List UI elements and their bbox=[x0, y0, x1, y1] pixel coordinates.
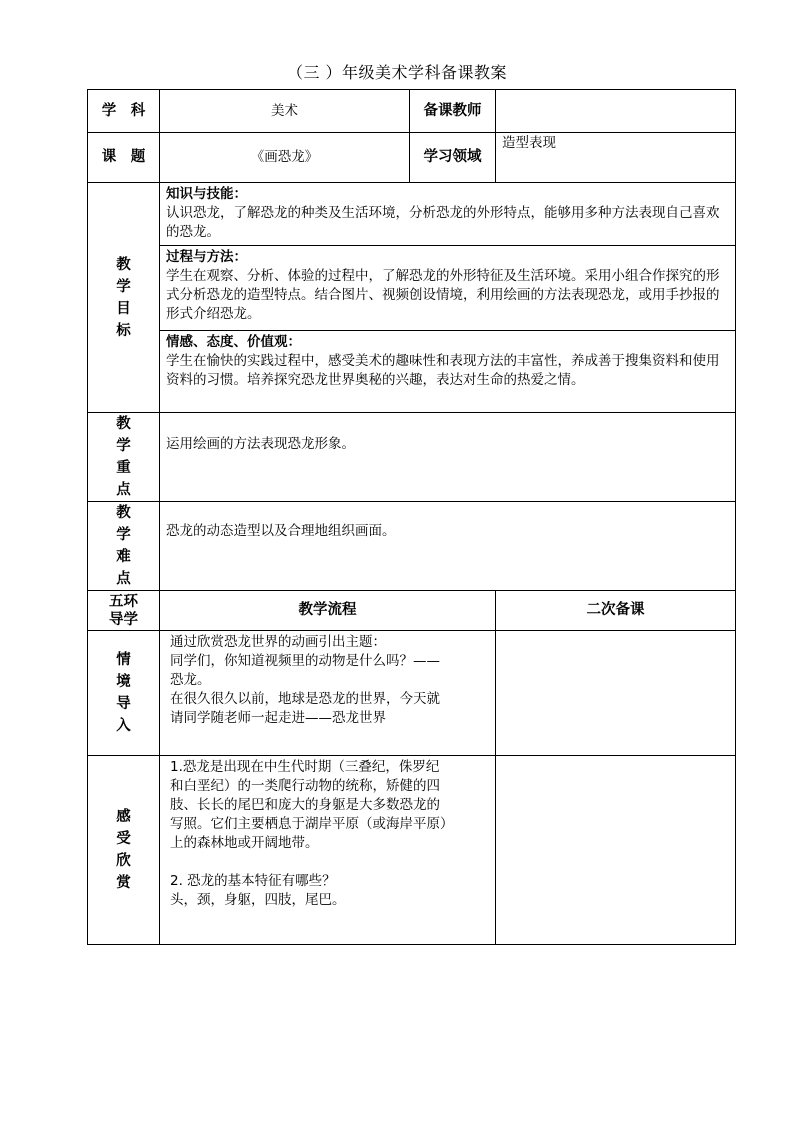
flow-header-row bbox=[88, 591, 736, 631]
situation-content bbox=[160, 631, 496, 756]
process-cell bbox=[160, 246, 736, 331]
appreciation-line: 上的森林地或开阔地带。 bbox=[170, 835, 319, 851]
teacher-label: 备课教师 bbox=[410, 90, 496, 133]
difficulty-label: 教 学 难 点 bbox=[88, 502, 160, 591]
page-title: （三 ）年级美术学科备课教案 bbox=[286, 63, 508, 82]
emotion-cell bbox=[160, 331, 736, 413]
subject-row bbox=[88, 90, 736, 133]
appreciation-line: 2. 恐龙的基本特征有哪些？ bbox=[170, 873, 336, 889]
situation-line: 请同学随老师一起走进——恐龙世界 bbox=[170, 710, 386, 726]
difficulty-row bbox=[88, 502, 736, 591]
appreciation-line: 头，颈，身躯，四肢，尾巴。 bbox=[170, 892, 346, 908]
appreciation-line: 1.恐龙是出现在中生代时期（三叠纪，侏罗纪 bbox=[170, 759, 440, 775]
situation-label: 情 境 导 入 bbox=[88, 631, 160, 756]
subject-value: 美术 bbox=[160, 90, 410, 133]
objective-emotion-row bbox=[88, 331, 736, 413]
situation-line: 通过欣赏恐龙世界的动画引出主题： bbox=[170, 634, 386, 650]
domain-value: 造型表现 bbox=[496, 133, 736, 183]
lesson-plan-table bbox=[87, 89, 736, 945]
appreciation-second-prep[interactable] bbox=[496, 756, 736, 945]
situation-second-prep[interactable] bbox=[496, 631, 736, 756]
flow-col3-header: 二次备课 bbox=[496, 591, 736, 631]
knowledge-title: 知识与技能： bbox=[166, 186, 247, 202]
process-text: 学生在观察、分析、体验的过程中，了解恐龙的外形特征及生活环境。采用小组合作探究的形式分析恐龙的造型特点。结合图片、视频创设情境，利用绘画的方法表现恐龙，或用手抄报的形式介绍恐龙。 bbox=[166, 268, 720, 322]
objectives-label: 教 学 目 标 bbox=[88, 183, 160, 413]
situation-line: 在很久很久以前，地球是恐龙的世界，今天就 bbox=[170, 691, 440, 707]
knowledge-cell bbox=[160, 183, 736, 246]
objective-knowledge-row bbox=[88, 183, 736, 246]
lesson-row bbox=[88, 133, 736, 183]
teacher-value[interactable] bbox=[496, 90, 736, 133]
appreciation-content bbox=[160, 756, 496, 945]
flow-col1-header: 五环 导学 bbox=[88, 591, 160, 631]
flow-col2-header: 教学流程 bbox=[160, 591, 496, 631]
lesson-value: 《画恐龙》 bbox=[160, 133, 410, 183]
situation-line: 恐龙。 bbox=[170, 672, 211, 688]
appreciation-line: 和白垩纪）的一类爬行动物的统称，矫健的四 bbox=[170, 778, 440, 794]
appreciation-row bbox=[88, 756, 736, 945]
lesson-label: 课 题 bbox=[88, 133, 160, 183]
key-point-row bbox=[88, 413, 736, 502]
emotion-text: 学生在愉快的实践过程中，感受美术的趣味性和表现方法的丰富性，养成善于搜集资料和使用资料的习惯。培养探究恐龙世界奥秘的兴趣，表达对生命的热爱之情。 bbox=[166, 353, 720, 388]
appreciation-line: 肢、长长的尾巴和庞大的身躯是大多数恐龙的 bbox=[170, 797, 440, 813]
key-point-text: 运用绘画的方法表现恐龙形象。 bbox=[160, 413, 736, 502]
key-point-label: 教 学 重 点 bbox=[88, 413, 160, 502]
appreciation-line: 写照。它们主要栖息于湖岸平原（或海岸平原） bbox=[170, 816, 454, 832]
knowledge-text: 认识恐龙，了解恐龙的种类及生活环境，分析恐龙的外形特点，能够用多种方法表现自己喜欢的恐龙。 bbox=[166, 205, 720, 240]
appreciation-label: 感 受 欣 赏 bbox=[88, 756, 160, 945]
situation-row bbox=[88, 631, 736, 756]
situation-line: 同学们，你知道视频里的动物是什么吗？—— bbox=[170, 653, 440, 669]
emotion-title: 情感、态度、价值观： bbox=[166, 334, 301, 350]
domain-label: 学习领域 bbox=[410, 133, 496, 183]
difficulty-text: 恐龙的动态造型以及合理地组织画面。 bbox=[160, 502, 736, 591]
subject-label: 学 科 bbox=[88, 90, 160, 133]
process-title: 过程与方法： bbox=[166, 249, 247, 265]
objective-process-row bbox=[88, 246, 736, 331]
